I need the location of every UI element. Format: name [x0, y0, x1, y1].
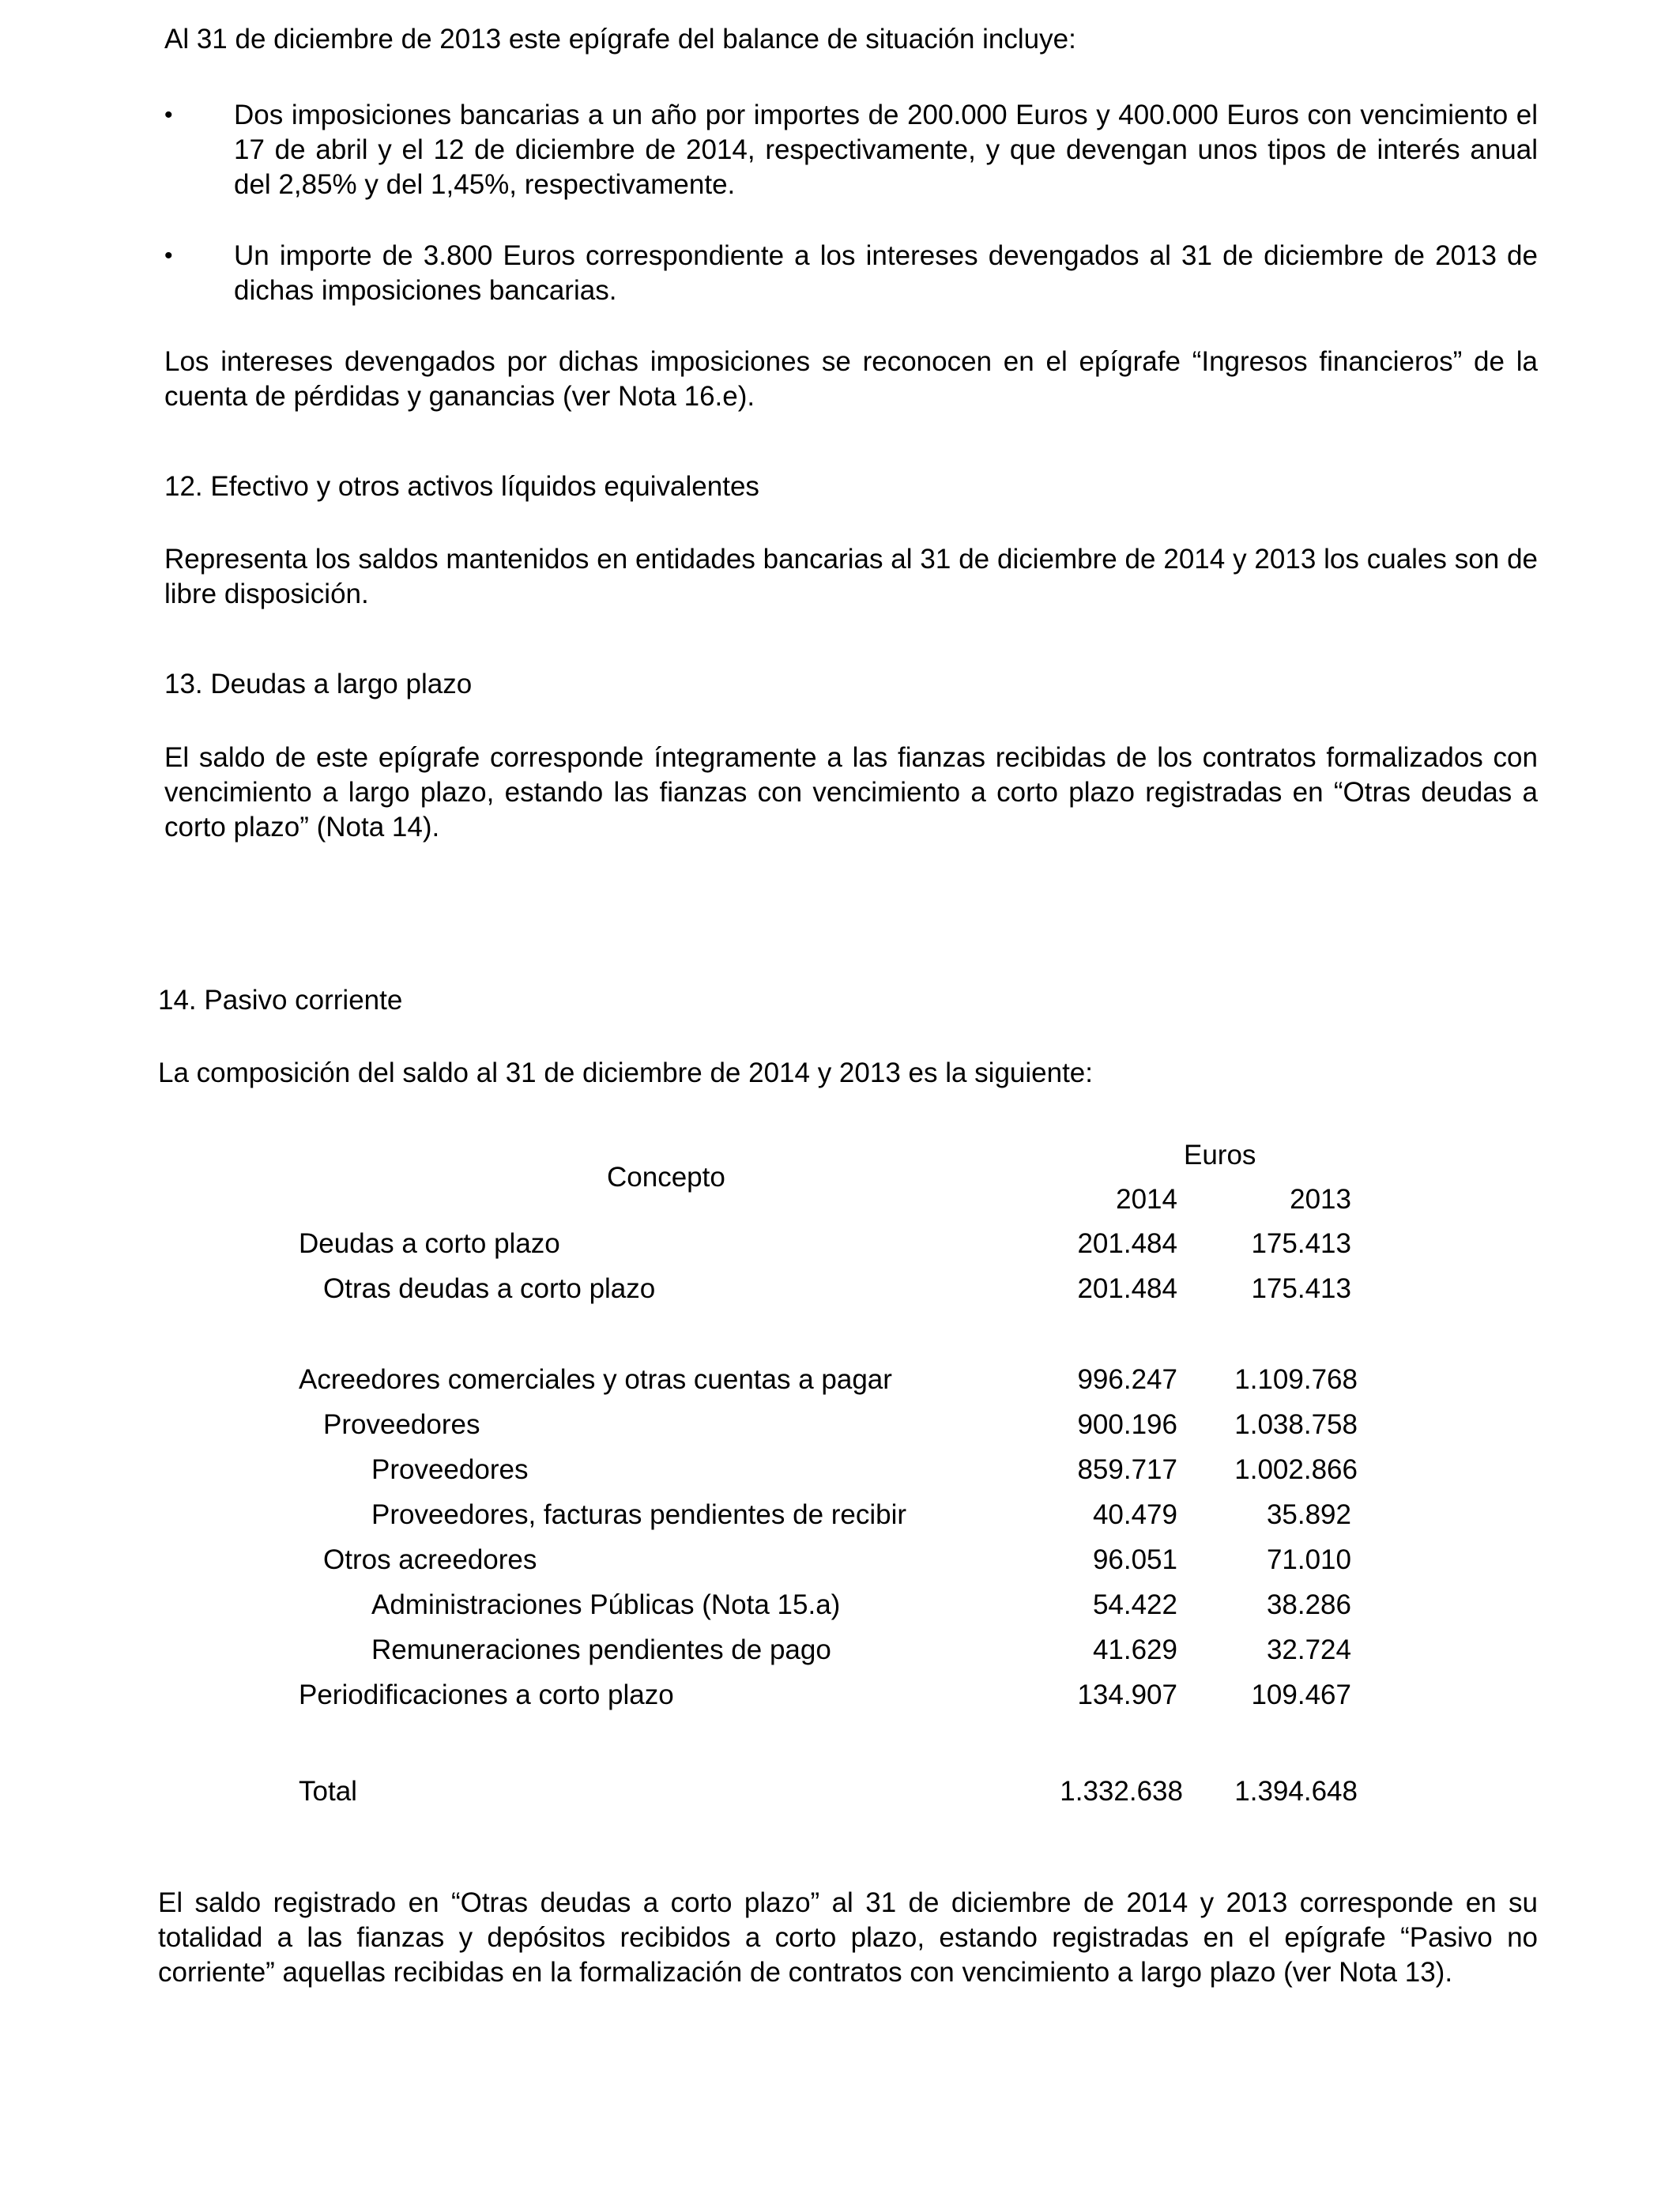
row-value-2013: 1.002.866: [1234, 1454, 1358, 1485]
row-label: Otros acreedores: [323, 1544, 537, 1575]
section-12-body: Representa los saldos mantenidos en entidades bancarias al 31 de diciembre de 2014 y 2013 los cuales son de libre disposición.: [164, 544, 1538, 609]
section-13-body: El saldo de este epígrafe corresponde íntegramente a las fianzas recibidas de los contratos formalizados con vencimiento a largo plazo, estando las fianzas con vencimiento a corto plazo registradas en “Otras deudas a corto plazo” (Nota 14).: [164, 742, 1538, 843]
row-value-2014: 134.907: [1077, 1679, 1177, 1710]
bullet-icon: •: [164, 102, 173, 128]
row-value-2013: 1.109.768: [1234, 1364, 1358, 1395]
bullet-text: Dos imposiciones bancarias a un año por importes de 200.000 Euros y 400.000 Euros con vencimiento el 17 de abril y el 12 de diciembre de 2014, respectivamente, y que devengan unos tipos de interés anual del 2,85% y del 1,45%, respectivamente.: [234, 100, 1538, 200]
section-14-closing: El saldo registrado en “Otras deudas a corto plazo” al 31 de diciembre de 2014 y 2013 corresponde en su totalidad a las fianzas y depósitos recibidos a corto plazo, estando registradas en el epígrafe “Pasivo no corriente” aquellas recibidas en la formalización de contratos con vencimiento a largo plazo (ver Nota 13).: [158, 1887, 1538, 1988]
row-label: Remuneraciones pendientes de pago: [371, 1634, 831, 1665]
total-label: Total: [299, 1776, 357, 1807]
intro-paragraph: Al 31 de diciembre de 2013 este epígrafe del balance de situación incluye:: [164, 24, 1076, 55]
section-14-heading: 14. Pasivo corriente: [158, 985, 403, 1016]
row-value-2014: 41.629: [1092, 1634, 1177, 1665]
total-value-2014: 1.332.638: [1060, 1776, 1183, 1807]
row-label: Proveedores, facturas pendientes de recibir: [371, 1499, 907, 1530]
concept-header: Concepto: [607, 1162, 725, 1193]
row-value-2013: 1.038.758: [1234, 1409, 1358, 1440]
row-value-2013: 71.010: [1266, 1544, 1351, 1575]
bullet-item: [164, 239, 1538, 311]
row-value-2013: 38.286: [1266, 1589, 1351, 1620]
section-13-heading: 13. Deudas a largo plazo: [164, 669, 473, 699]
row-label: Periodificaciones a corto plazo: [299, 1679, 674, 1710]
row-label: Acreedores comerciales y otras cuentas a pagar: [299, 1364, 892, 1395]
row-value-2014: 54.422: [1092, 1589, 1177, 1620]
row-value-2014: 201.484: [1077, 1273, 1177, 1304]
row-value-2013: 35.892: [1266, 1499, 1351, 1530]
row-label: Proveedores: [323, 1409, 480, 1440]
row-value-2014: 900.196: [1077, 1409, 1177, 1440]
row-value-2014: 859.717: [1077, 1454, 1177, 1485]
total-value-2013: 1.394.648: [1234, 1776, 1358, 1807]
row-value-2014: 201.484: [1077, 1228, 1177, 1259]
row-value-2013: 175.413: [1251, 1273, 1351, 1304]
row-value-2013: 175.413: [1251, 1228, 1351, 1259]
bullet-item: [164, 98, 1538, 209]
row-value-2013: 32.724: [1266, 1634, 1351, 1665]
row-value-2014: 996.247: [1077, 1364, 1177, 1395]
row-label: Proveedores: [371, 1454, 529, 1485]
interest-paragraph: Los intereses devengados por dichas imposiciones se reconocen en el epígrafe “Ingresos financieros” de la cuenta de pérdidas y ganancias (ver Nota 16.e).: [164, 346, 1538, 412]
section-14-intro: La composición del saldo al 31 de diciembre de 2014 y 2013 es la siguiente:: [158, 1057, 1093, 1088]
row-value-2013: 109.467: [1251, 1679, 1351, 1710]
euros-header: Euros: [1184, 1140, 1256, 1171]
row-value-2014: 40.479: [1092, 1499, 1177, 1530]
row-label: Deudas a corto plazo: [299, 1228, 560, 1259]
section-12-heading: 12. Efectivo y otros activos líquidos equivalentes: [164, 471, 759, 502]
year-2014-header: 2014: [1116, 1184, 1177, 1215]
row-label: Otras deudas a corto plazo: [323, 1273, 656, 1304]
year-2013-header: 2013: [1290, 1184, 1351, 1215]
bullet-text: Un importe de 3.800 Euros correspondiente a los intereses devengados al 31 de diciembre de 2013 de dichas imposiciones bancarias.: [234, 240, 1538, 306]
row-value-2014: 96.051: [1092, 1544, 1177, 1575]
row-label: Administraciones Públicas (Nota 15.a): [371, 1589, 841, 1620]
bullet-icon: •: [164, 243, 173, 269]
